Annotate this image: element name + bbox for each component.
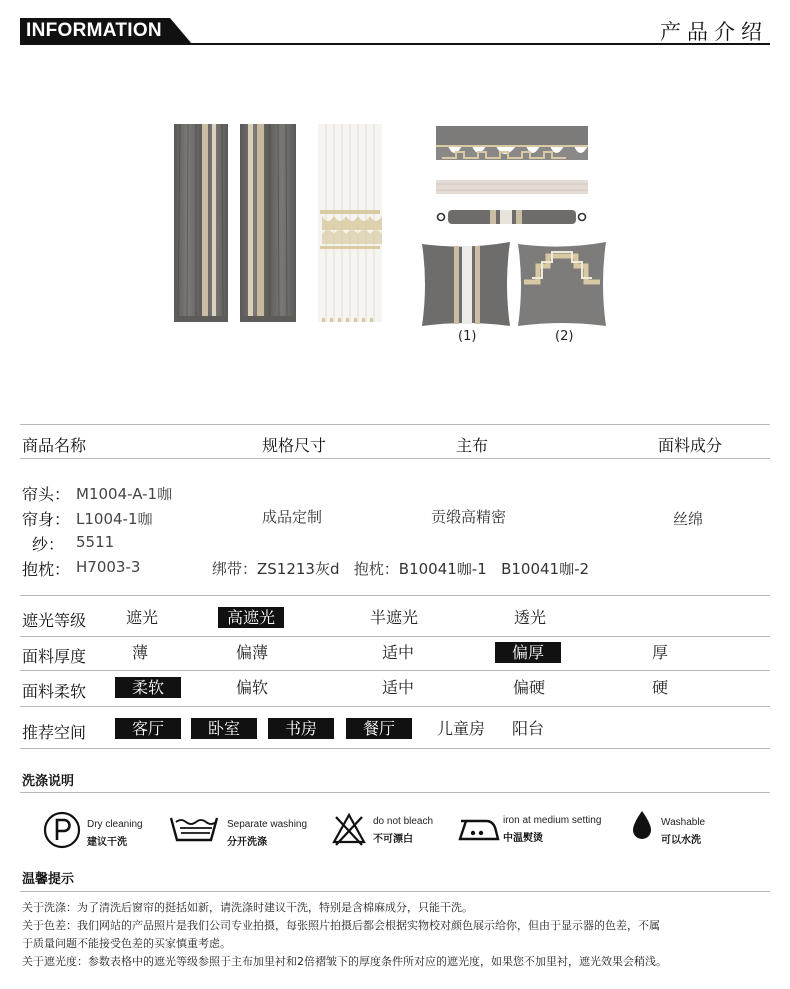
composition-value: 丝绵 (673, 510, 704, 528)
accessories-value: 绑带：ZS1213灰d 抱枕：B10041咖-1 B10041咖-2 (212, 560, 590, 578)
item-pillow-key: 抱枕： (22, 560, 71, 579)
col-header-main-fabric: 主布 (456, 436, 489, 455)
tips-title: 温馨提示 (22, 872, 75, 887)
item-valance-key: 帘头： (22, 485, 71, 504)
care-washable-en: Washable (661, 817, 706, 828)
col-header-name: 商品名称 (22, 436, 87, 455)
care-iron-zh: 中温熨烫 (503, 833, 543, 844)
care-bleach-zh: 不可漂白 (373, 834, 413, 845)
valance-image (434, 124, 590, 164)
main-fabric-value: 贡缎高精密 (431, 508, 507, 526)
softness-option-hard: 硬 (652, 678, 669, 697)
size-value: 成品定制 (262, 508, 323, 526)
item-sheer-key: 纱： (32, 535, 65, 554)
page-title: 产品介绍 (660, 20, 768, 44)
iron-icon (456, 813, 500, 843)
shading-option-shade: 遮光 (126, 608, 159, 627)
room-study-selected: 书房 (268, 718, 334, 739)
shading-label: 遮光等级 (22, 611, 87, 630)
thickness-option-slightly-thick-selected: 偏厚 (495, 642, 561, 663)
pillow-1-image (418, 238, 514, 330)
pillow-1-label: (1) (458, 329, 477, 344)
thickness-option-medium: 适中 (382, 643, 415, 662)
care-dry-clean-zh: 建议干洗 (87, 837, 127, 848)
curtain-main-image (166, 122, 302, 324)
thickness-option-thick: 厚 (652, 643, 669, 662)
room-balcony: 阳台 (512, 719, 545, 738)
separate-wash-icon (168, 814, 220, 844)
care-iron-en: iron at medium setting (503, 815, 602, 826)
rooms-label: 推荐空间 (22, 723, 87, 742)
attr-rule-3 (20, 670, 770, 671)
col-header-composition: 面料成分 (658, 436, 723, 455)
no-bleach-icon (331, 811, 367, 847)
tips-rule (20, 891, 770, 892)
thickness-option-slightly-thin: 偏薄 (236, 643, 269, 662)
pillow-2-label: (2) (555, 329, 574, 344)
table-top-rule (20, 424, 770, 425)
tieback-rope-image (436, 206, 588, 228)
information-label: INFORMATION (26, 20, 162, 41)
room-kids: 儿童房 (437, 719, 486, 738)
tip-washing: 关于洗涤：为了清洗后窗帘的挺括如新，请洗涤时建议干洗，特别是含棉麻成分，只能干洗。 (22, 901, 473, 914)
care-dry-clean-en: Dry cleaning (87, 819, 143, 830)
item-pillow-value: H7003-3 (76, 558, 141, 576)
thickness-label: 面料厚度 (22, 647, 87, 666)
care-separate-en: Separate washing (227, 819, 308, 830)
header-divider (20, 43, 770, 45)
softness-option-medium: 适中 (382, 678, 415, 697)
col-header-size: 规格尺寸 (262, 436, 327, 455)
sheer-curtain-image (316, 124, 384, 324)
item-valance-value: M1004-A-1咖 (76, 485, 173, 503)
tip-color-diff-cont: 于质量问题不能接受色差的买家慎重考虑。 (22, 937, 231, 950)
care-separate-zh: 分开洗涤 (227, 837, 267, 848)
room-living-selected: 客厅 (115, 718, 181, 739)
shading-option-transparent: 透光 (514, 608, 547, 627)
care-title: 洗涤说明 (22, 774, 75, 789)
softness-option-slightly-hard: 偏硬 (513, 678, 546, 697)
care-washable-zh: 可以水洗 (661, 835, 701, 846)
tip-shading: 关于遮光度：参数表格中的遮光等级参照于主布加里衬和2倍褶皱下的厚度条件所对应的遮光度，如果您不加里衬，遮光效果会稍浅。 (22, 955, 667, 968)
shading-option-high-selected: 高遮光 (218, 607, 284, 628)
attr-rule-2 (20, 636, 770, 637)
tip-color-diff: 关于色差：我们网站的产品照片是我们公司专业拍摄，每张照片拍摄后都会根据实物校对颜色展示给你，但由于显示器的色差，不属 (22, 919, 660, 932)
care-bleach-en: do not bleach (373, 816, 434, 827)
softness-label: 面料柔软 (22, 682, 87, 701)
pillow-2-image (514, 238, 610, 330)
room-bedroom-selected: 卧室 (191, 718, 257, 739)
item-body-value: L1004-1咖 (76, 510, 153, 528)
shading-option-half: 半遮光 (370, 608, 419, 627)
item-body-key: 帘身： (22, 510, 71, 529)
washable-icon (630, 809, 654, 841)
softness-option-slightly-soft: 偏软 (236, 678, 269, 697)
attr-rule-4 (20, 706, 770, 707)
attr-rule-5 (20, 748, 770, 749)
tieback-band-image (434, 178, 590, 196)
table-header-rule (20, 458, 770, 459)
dry-clean-icon (42, 811, 82, 849)
item-sheer-value: 5511 (76, 533, 115, 551)
room-dining-selected: 餐厅 (346, 718, 412, 739)
information-tag (20, 18, 192, 44)
attr-rule-1 (20, 595, 770, 596)
care-rule (20, 792, 770, 793)
thickness-option-thin: 薄 (132, 643, 149, 662)
softness-option-soft-selected: 柔软 (115, 677, 181, 698)
